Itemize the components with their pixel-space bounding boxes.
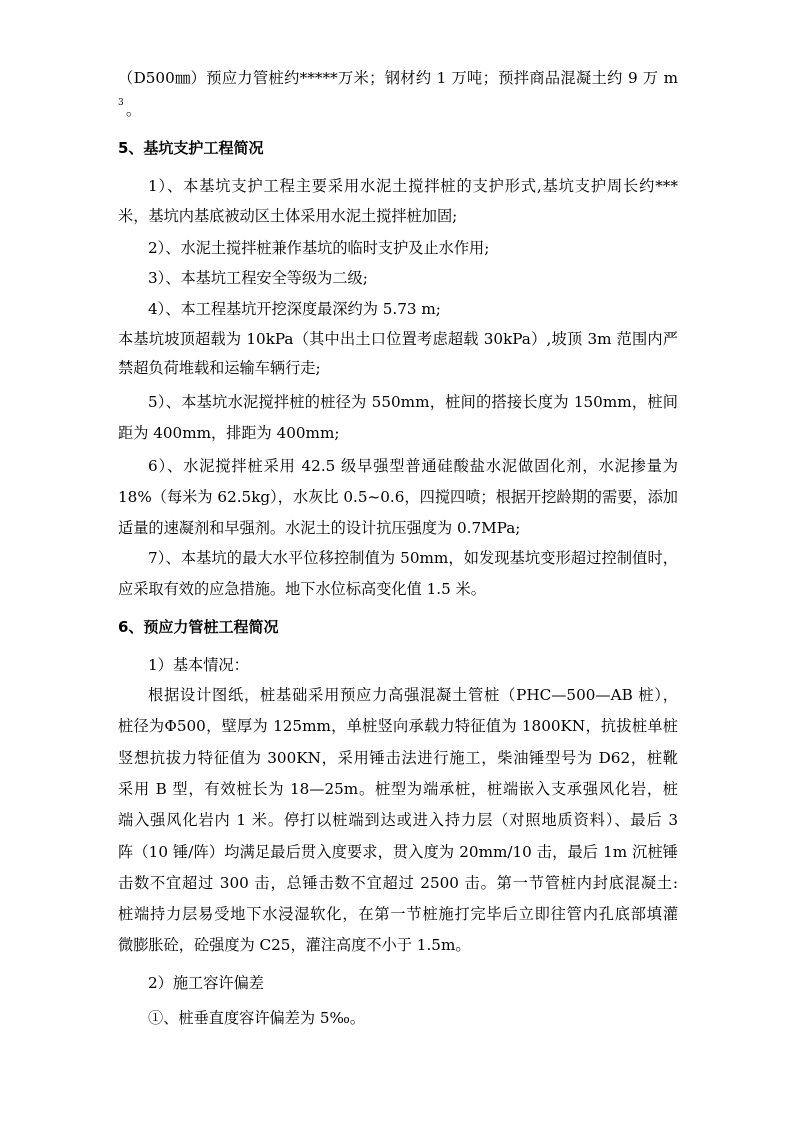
paragraph-line: 采用 B 型，有效桩长为 18—25m。桩型为端承桩，桩端嵌入支承强风化岩，桩 xyxy=(118,780,678,798)
paragraph-line: （D500㎜）预应力管桩约*****万米；钢材约 1 万吨；预拌商品混凝土约 9 万 m xyxy=(118,69,678,87)
paragraph-line: 禁超负荷堆载和运输车辆行走; xyxy=(118,359,321,377)
paragraph-line: 适量的速凝剂和早强剂。水泥土的设计抗压强度为 0.7MPa; xyxy=(118,519,521,537)
paragraph-line: 1）、本基坑支护工程主要采用水泥土搅拌桩的支护形式,基坑支护周长约*** xyxy=(148,177,678,195)
paragraph-line: 。 xyxy=(126,101,142,119)
paragraph-line: 距为 400mm，排距为 400mm; xyxy=(118,424,340,442)
paragraph-line: 击数不宜超过 300 击，总锤击数不宜超过 2500 击。第一节管桩内封底混凝土: xyxy=(118,874,678,892)
paragraph-line: 米，基坑内基底被动区土体采用水泥土搅拌桩加固; xyxy=(118,207,458,225)
paragraph-line: 应采取有效的应急措施。地下水位标高变化值 1.5 米。 xyxy=(118,580,486,598)
paragraph-line: 5）、本基坑水泥搅拌桩的桩径为 550mm，桩间的搭接长度为 150mm，桩间 xyxy=(148,393,678,411)
paragraph-line: 3）、本基坑工程安全等级为二级; xyxy=(148,269,368,287)
paragraph-line: 根据设计图纸，桩基础采用预应力高强混凝土管桩（PHC—500—AB 桩）， xyxy=(148,686,678,704)
paragraph-line: 4）、本工程基坑开挖深度最深约为 5.73 m; xyxy=(148,300,441,318)
paragraph-line: 7）、本基坑的最大水平位移控制值为 50mm，如发现基坑变形超过控制值时， xyxy=(148,549,678,567)
paragraph-line: 微膨胀砼，砼强度为 C25，灌注高度不小于 1.5m。 xyxy=(118,936,471,954)
section-heading-5: 5、基坑支护工程简况 xyxy=(118,139,264,157)
paragraph-line: 18%（每米为 62.5kg），水灰比 0.5~0.6，四搅四喷；根据开挖龄期的需要，添加 xyxy=(118,488,678,506)
section-heading-6: 6、预应力管桩工程简况 xyxy=(118,618,279,636)
subheading: 1）基本情况： xyxy=(148,656,249,674)
paragraph-line: 2）、水泥土搅拌桩兼作基坑的临时支护及止水作用; xyxy=(148,239,490,257)
paragraph-line: 桩径为Φ500，壁厚为 125mm，单桩竖向承载力特征值为 1800KN，抗拔桩单桩 xyxy=(118,717,678,735)
paragraph-line: 端入强风化岩内 1 米。停打以桩端到达或进入持力层（对照地质资料）、最后 3 xyxy=(118,811,678,829)
paragraph-line: 桩端持力层易受地下水浸湿软化，在第一节桩施打完毕后立即往管内孔底部填灌 xyxy=(118,905,678,923)
paragraph-line: 竖想抗拔力特征值为 300KN，采用锤击法进行施工，柴油锤型号为 D62，桩靴 xyxy=(118,749,678,767)
paragraph-line: 本基坑坡顶超载为 10kPa（其中出土口位置考虑超载 30kPa）,坡顶 3m 范围内严 xyxy=(118,330,678,348)
list-item: ①、桩垂直度容许偏差为 5‰。 xyxy=(148,1009,366,1027)
subheading: 2）施工容许偏差 xyxy=(148,974,264,992)
superscript: 3 xyxy=(118,98,124,108)
paragraph-line: 阵（10 锤/阵）均满足最后贯入度要求，贯入度为 20mm/10 击，最后 1m 沉桩锤 xyxy=(118,843,678,861)
paragraph-line: 6）、水泥搅拌桩采用 42.5 级早强型普通硅酸盐水泥做固化剂，水泥掺量为 xyxy=(148,457,678,475)
